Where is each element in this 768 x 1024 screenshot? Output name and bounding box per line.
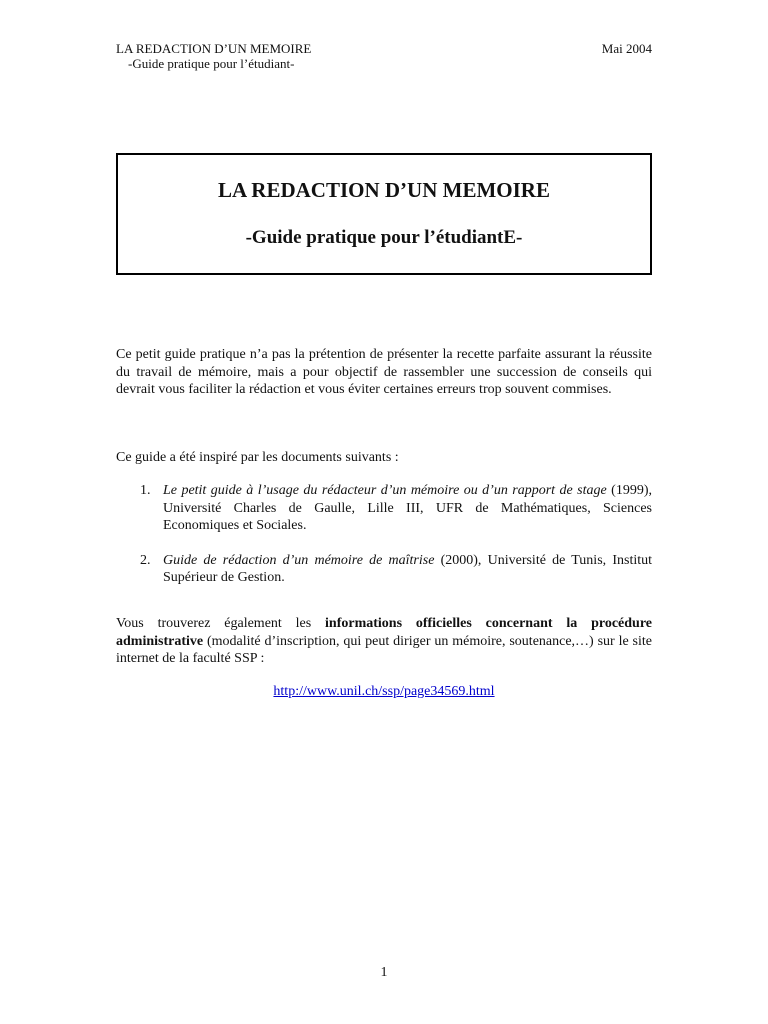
list-item (116, 482, 652, 535)
title-box (116, 153, 652, 275)
header-date: Mai 2004 (601, 41, 652, 56)
list-item-details: (2000), Université de Tunis, Institut Supérieur de Gestion. (163, 552, 652, 585)
header-subtitle: -Guide pratique pour l’étudiant- (128, 56, 295, 71)
faculty-website-link[interactable]: http://www.unil.ch/ssp/page34569.html (273, 684, 495, 699)
document-title: LA REDACTION D’UN MEMOIRE (218, 178, 550, 202)
official-info-text-start: Vous trouverez également les (116, 616, 326, 631)
list-item-title: Guide de rédaction d’un mémoire de maîtrise (163, 552, 435, 568)
intro-paragraph: Ce petit guide pratique n’a pas la prétention de présenter la recette parfaite assurant la réussite du travail de mémoire, mais a pour objectif de rassembler une succession de conseils qui devrait vous faciliter la rédaction et vous éviter certaines erreurs trop souvent commises. (116, 347, 652, 397)
official-info-text-end: (modalité d’inscription, qui peut diriger un mémoire, soutenance,…) sur le site internet de la faculté SSP : (116, 633, 652, 666)
inspired-by-paragraph: Ce guide a été inspiré par les documents suivants : (116, 450, 399, 465)
list-item-number: 1. (140, 483, 151, 498)
link-line (116, 684, 652, 700)
header-title: LA REDACTION D’UN MEMOIRE (116, 41, 312, 56)
list-item (116, 552, 652, 587)
list-item-title: Le petit guide à l’usage du rédacteur d’un mémoire ou d’un rapport de stage (163, 483, 607, 498)
official-info-paragraph (116, 615, 652, 668)
list-item-number: 2. (140, 552, 151, 568)
page-number: 1 (380, 965, 388, 980)
list-item-details: (1999), Université Charles de Gaulle, Lille III, UFR de Mathématiques, Sciences Economiques et Sociales. (163, 483, 652, 533)
source-documents-list (116, 482, 652, 587)
official-info-emphasis: informations officielles concernant la procédure administrative (116, 616, 652, 649)
document-subtitle: -Guide pratique pour l’étudiantE- (245, 227, 523, 248)
